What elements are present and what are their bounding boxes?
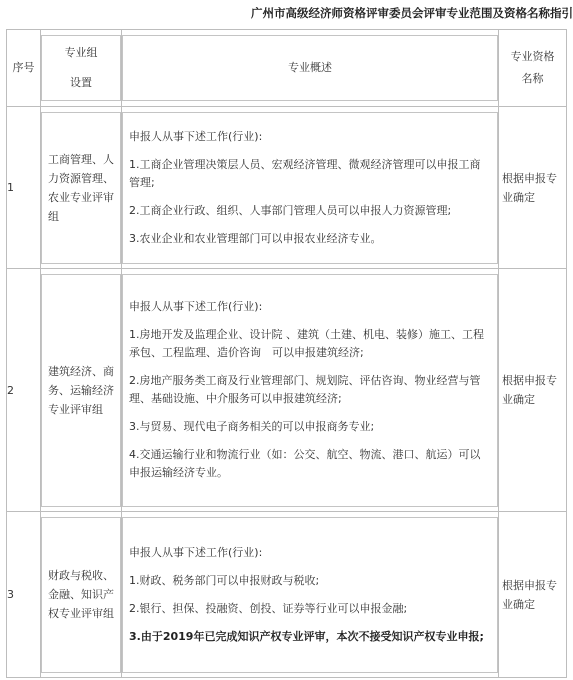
row-name: 根据申报专业确定 bbox=[499, 107, 567, 269]
desc-item: 3.与贸易、现代电子商务相关的可以申报商务专业; bbox=[129, 420, 375, 433]
header-name: 专业资格 名称 bbox=[499, 30, 567, 107]
row-group: 建筑经济、商务、运输经济专业评审组 bbox=[41, 269, 122, 512]
desc-intro: 申报人从事下述工作(行业): bbox=[129, 545, 263, 559]
page-title: 广州市高级经济师资格评审委员会评审专业范围及资格名称指引 bbox=[251, 6, 573, 20]
desc-note: 3.由于2019年已完成知识产权专业评审，本次不接受知识产权专业申报; bbox=[129, 629, 484, 643]
desc-intro: 申报人从事下述工作(行业): bbox=[129, 300, 263, 313]
row-desc bbox=[122, 512, 499, 678]
row-group: 财政与税收、金融、知识产权专业评审组 bbox=[41, 512, 122, 678]
header-seq: 序号 bbox=[7, 30, 41, 107]
row-desc bbox=[122, 269, 499, 512]
desc-item: 2.银行、担保、投融资、创投、证券等行业可以申报金融; bbox=[129, 601, 408, 615]
desc-item: 1.财政、税务部门可以申报财政与税收; bbox=[129, 573, 320, 587]
table-row bbox=[7, 512, 567, 678]
row-desc bbox=[122, 107, 499, 269]
desc-item: 4.交通运输行业和物流行业（如：公交、航空、物流、港口、航运）可以申报运输经济专业。 bbox=[129, 448, 481, 479]
row-group: 工商管理、人力资源管理、农业专业评审组 bbox=[41, 107, 122, 269]
table-row bbox=[7, 107, 567, 269]
desc-item: 2.工商企业行政、组织、人事部门管理人员可以申报人力资源管理; bbox=[129, 203, 452, 217]
table-header-row bbox=[7, 30, 567, 107]
row-name: 根据申报专业确定 bbox=[499, 512, 567, 678]
row-seq: 3 bbox=[7, 512, 41, 678]
table-row bbox=[7, 269, 567, 512]
row-seq: 2 bbox=[7, 269, 41, 512]
header-desc: 专业概述 bbox=[122, 30, 499, 107]
desc-intro: 申报人从事下述工作(行业): bbox=[129, 129, 263, 143]
header-group: 专业组 设置 bbox=[41, 30, 122, 107]
desc-item: 1.工商企业管理决策层人员、宏观经济管理、微观经济管理可以申报工商管理; bbox=[129, 157, 481, 189]
guide-table bbox=[6, 29, 567, 678]
desc-item: 2.房地产服务类工商及行业管理部门、规划院、评估咨询、物业经营与管理、基础设施、中介服务可以申报建筑经济; bbox=[129, 374, 481, 405]
desc-item: 3.农业企业和农业管理部门可以申报农业经济专业。 bbox=[129, 231, 382, 245]
desc-item: 1.房地开发及监理企业、设计院 、建筑（土建、机电、装修）施工、工程承包、工程监理、造价咨询 可以申报建筑经济; bbox=[129, 328, 484, 359]
row-name: 根据申报专业确定 bbox=[499, 269, 567, 512]
row-seq: 1 bbox=[7, 107, 41, 269]
